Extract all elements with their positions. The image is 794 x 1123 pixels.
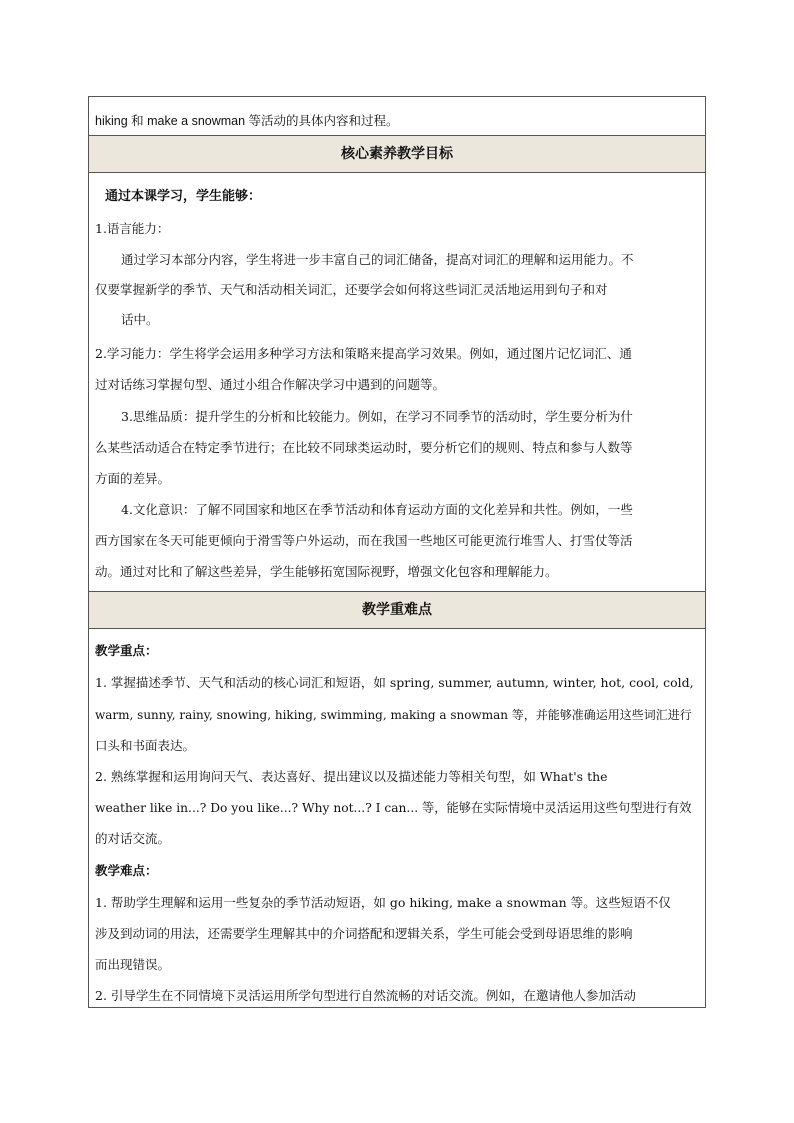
text-line: 涉及到动词的用法，还需要学生理解其中的介词搭配和逻辑关系，学生可能会受到母语思维的影响 xyxy=(95,926,633,941)
text-line: warm, sunny, rainy, snowing, hiking, swimming, making a snowman 等，并能够准确运用这些词汇进行 xyxy=(95,708,692,722)
text-line: 而出现错误。 xyxy=(95,957,171,972)
text-line: 2. 引导学生在不同情境下灵活运用所学句型进行自然流畅的对话交流。例如，在邀请他人参加活动 xyxy=(95,988,636,1003)
text-line: weather like in...? Do you like...? Why not...? I can... 等，能够在实际情境中灵活运用这些句型进行有效 xyxy=(95,801,692,815)
text-line: 西方国家在冬天可能更倾向于滑雪等户外运动，而在我国一些地区可能更流行堆雪人、打雪仗等活 xyxy=(95,533,633,548)
text-line: 通过学习本部分内容，学生将进一步丰富自己的词汇储备，提高对词汇的理解和运用能力。不 xyxy=(121,252,634,267)
text-line: 4.文化意识：了解不同国家和地区在季节活动和体育运动方面的文化差异和共性。例如，一些 xyxy=(121,502,633,517)
section-title: 核心素养教学目标 xyxy=(341,146,453,162)
section-title: 教学重难点 xyxy=(362,602,432,618)
continuation-line: hiking 和 make a snowman 等活动的具体内容和过程。 xyxy=(95,114,399,128)
text-line: 3.思维品质：提升学生的分析和比较能力。例如，在学习不同季节的活动时，学生要分析为什 xyxy=(121,409,633,424)
section-header-key-difficult xyxy=(89,591,705,629)
text-line: 2. 熟练掌握和运用询问天气、表达喜好、提出建议以及描述能力等相关句型，如 What's the xyxy=(95,769,608,784)
text-line: 口头和书面表达。 xyxy=(95,738,196,753)
text-line: 的对话交流。 xyxy=(95,831,171,846)
difficult-points-heading: 教学难点： xyxy=(95,863,158,878)
text-line: 过对话练习掌握句型、通过小组合作解决学习中遇到的问题等。 xyxy=(95,377,446,392)
text-line: 2.学习能力：学生将学会运用多种学习方法和策略来提高学习效果。例如，通过图片记忆词汇、通 xyxy=(95,346,632,361)
text-line: 1. 帮助学生理解和运用一些复杂的季节活动短语，如 go hiking, make a snowman 等。这些短语不仅 xyxy=(95,895,671,910)
key-points-heading: 教学重点： xyxy=(95,643,158,658)
text-line: 1. 掌握描述季节、天气和活动的核心词汇和短语，如 spring, summer, autumn, winter, hot, cool, cold, xyxy=(95,675,694,690)
text-line: 么某些活动适合在特定季节进行；在比较不同球类运动时，要分析它们的规则、特点和参与人数等 xyxy=(95,440,633,455)
text-line: 方面的差异。 xyxy=(95,471,171,486)
text-line: 仅要掌握新学的季节、天气和活动相关词汇，还要学会如何将这些词汇灵活地运用到句子和对 xyxy=(95,282,608,297)
text-line: 动。通过对比和了解这些差异，学生能够拓宽国际视野，增强文化包容和理解能力。 xyxy=(95,564,558,579)
lesson-plan-table xyxy=(88,96,706,1008)
intro-line: 通过本课学习，学生能够： xyxy=(105,189,262,204)
section-header-core-goals xyxy=(89,135,705,173)
text-line: 1.语言能力： xyxy=(95,221,170,236)
text-line: 话中。 xyxy=(121,312,159,327)
